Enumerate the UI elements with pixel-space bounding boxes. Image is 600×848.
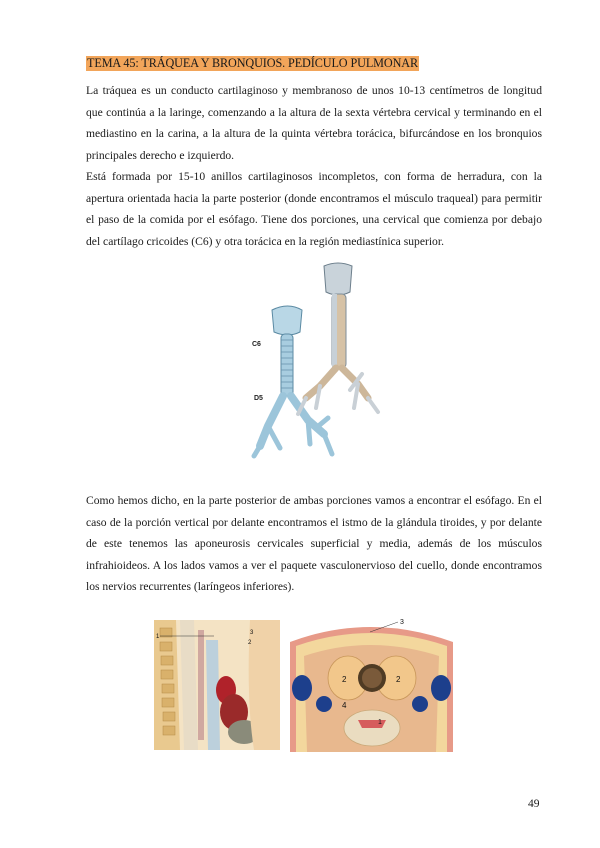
- sagittal-label-2: 2: [248, 640, 252, 646]
- axial-label-1: 1: [378, 719, 382, 726]
- trachea-illustration: [250, 258, 390, 464]
- page-title: TEMA 45: TRÁQUEA Y BRONQUIOS. PEDÍCULO PULMONAR: [87, 56, 419, 70]
- trachea-drawing: [250, 258, 390, 464]
- sagittal-label-3: 3: [250, 630, 254, 636]
- c6-label: C6: [252, 341, 261, 348]
- axial-label-3: 3: [400, 619, 404, 626]
- axial-label-4: 4: [342, 701, 347, 710]
- d5-label: D5: [254, 395, 263, 402]
- page-number: 49: [528, 798, 540, 810]
- axial-drawing: [290, 612, 453, 752]
- paragraph-intro: La tráquea es un conducto cartilaginoso y membranoso de unos 10-13 centímetros de longitud que continúa a la laringe, comenzando a la altura de la sexta vértebra cervical y terminando en el mediastino en la carina, a la altura de la quinta vértebra torácica, bifurcándose en los bronquios principales derecho e izquierdo.: [86, 84, 542, 162]
- sagittal-drawing: [154, 620, 280, 750]
- sagittal-section-illustration: [154, 620, 280, 750]
- sagittal-label-1: 1: [156, 634, 160, 640]
- trachea-lateral-view: [298, 263, 378, 414]
- axial-label-2-right: 2: [396, 675, 401, 684]
- paragraph-relations: Como hemos dicho, en la parte posterior de ambas porciones vamos a encontrar el esófago. En el caso de la porción vertical por delante encontramos el istmo de la glándula tiroides, y por delante de este tenemos las aponeurosis cervicales superficial y media, además de los músculos infrahioideos. A los lados vamos a ver el paquete vasculonervioso del cuello, donde encontramos los nervios recurrentes (laríngeos inferiores).: [86, 494, 542, 594]
- axial-label-2-left: 2: [342, 675, 347, 684]
- axial-section-illustration: [290, 612, 453, 752]
- paragraph-structure: Está formada por 15-10 anillos cartilaginosos incompletos, con forma de herradura, con la apertura orientada hacia la parte posterior (donde encontramos el músculo traqueal) para permitir el paso de la comida por el esófago. Tiene dos porciones, una cervical que comienza por debajo del cartílago cricoides (C6) y otra torácica en la región mediastínica superior.: [86, 170, 542, 248]
